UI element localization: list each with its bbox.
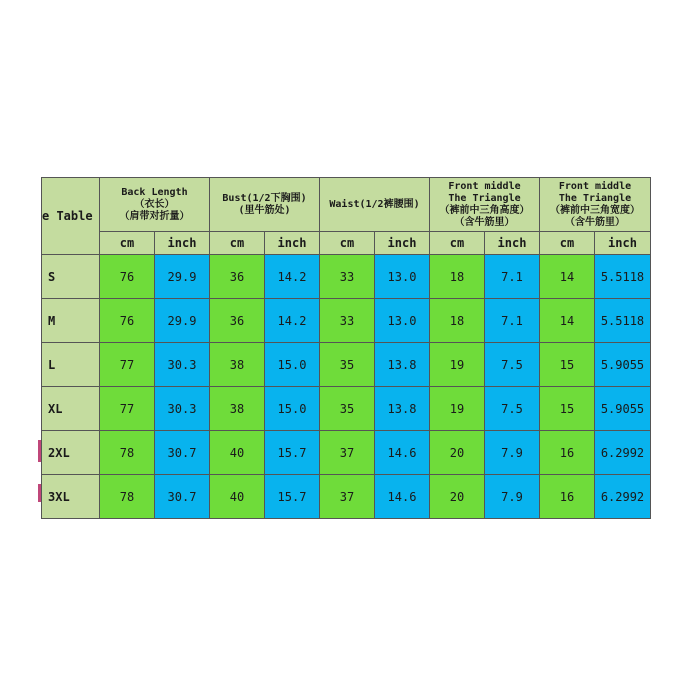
header-front-triangle-width [540, 178, 651, 232]
size-label: 2XL [42, 431, 100, 475]
size-rows [42, 255, 651, 519]
unit-inch: inch [375, 232, 430, 255]
inch-value-cell: 7.9 [485, 475, 540, 519]
cm-value-cell: 40 [210, 431, 265, 475]
header-back-length [100, 178, 210, 232]
unit-cm: cm [100, 232, 155, 255]
header-line: Front middle [448, 180, 521, 192]
inch-value-cell: 14.6 [375, 475, 430, 519]
header-row [42, 178, 651, 232]
cm-value-cell: 19 [430, 343, 485, 387]
table-row [42, 387, 651, 431]
cm-value-cell: 16 [540, 431, 595, 475]
inch-value-cell: 14.2 [265, 255, 320, 299]
unit-inch: inch [485, 232, 540, 255]
header-line: （裤前中三角高度） [439, 204, 530, 216]
cm-value-cell: 40 [210, 475, 265, 519]
inch-value-cell: 7.9 [485, 431, 540, 475]
size-label: M [42, 299, 100, 343]
inch-value-cell: 13.0 [375, 299, 430, 343]
unit-cm: cm [210, 232, 265, 255]
header-line: （裤前中三角宽度） [550, 204, 640, 216]
header-line: Waist(1/2裤腰围) [329, 198, 420, 210]
unit-cm: cm [320, 232, 375, 255]
inch-value-cell: 13.8 [375, 343, 430, 387]
cm-value-cell: 15 [540, 343, 595, 387]
cm-value-cell: 36 [210, 255, 265, 299]
cm-value-cell: 37 [320, 431, 375, 475]
cm-value-cell: 16 [540, 475, 595, 519]
inch-value-cell: 5.5118 [595, 255, 651, 299]
table-row [42, 431, 651, 475]
inch-value-cell: 13.0 [375, 255, 430, 299]
inch-value-cell: 30.7 [155, 475, 210, 519]
size-label: S [42, 255, 100, 299]
header-line: （含牛筋里） [454, 216, 515, 228]
cm-value-cell: 76 [100, 299, 155, 343]
cm-value-cell: 76 [100, 255, 155, 299]
unit-inch: inch [595, 232, 651, 255]
table-row [42, 255, 651, 299]
cm-value-cell: 38 [210, 343, 265, 387]
inch-value-cell: 14.6 [375, 431, 430, 475]
inch-value-cell: 5.5118 [595, 299, 651, 343]
inch-value-cell: 30.3 [155, 387, 210, 431]
cm-value-cell: 35 [320, 387, 375, 431]
inch-value-cell: 5.9055 [595, 343, 651, 387]
header-bust [210, 178, 320, 232]
inch-value-cell: 30.3 [155, 343, 210, 387]
cm-value-cell: 20 [430, 431, 485, 475]
header-line: Bust(1/2下胸围) [222, 192, 307, 204]
inch-value-cell: 13.8 [375, 387, 430, 431]
inch-value-cell: 7.1 [485, 255, 540, 299]
inch-value-cell: 7.5 [485, 387, 540, 431]
inch-value-cell: 29.9 [155, 299, 210, 343]
inch-value-cell: 15.0 [265, 343, 320, 387]
inch-value-cell: 7.5 [485, 343, 540, 387]
cm-value-cell: 33 [320, 299, 375, 343]
inch-value-cell: 14.2 [265, 299, 320, 343]
inch-value-cell: 15.7 [265, 431, 320, 475]
inch-value-cell: 15.0 [265, 387, 320, 431]
header-line: （衣长） [134, 198, 175, 210]
inch-value-cell: 6.2992 [595, 431, 651, 475]
inch-value-cell: 29.9 [155, 255, 210, 299]
inch-value-cell: 6.2992 [595, 475, 651, 519]
cm-value-cell: 77 [100, 343, 155, 387]
size-chart-table [41, 177, 651, 519]
cm-value-cell: 77 [100, 387, 155, 431]
inch-value-cell: 15.7 [265, 475, 320, 519]
header-line: （含牛筋里） [565, 216, 625, 228]
cm-value-cell: 19 [430, 387, 485, 431]
cm-value-cell: 78 [100, 475, 155, 519]
cm-value-cell: 36 [210, 299, 265, 343]
table-row [42, 343, 651, 387]
cm-value-cell: 14 [540, 299, 595, 343]
size-label: XL [42, 387, 100, 431]
unit-inch: inch [155, 232, 210, 255]
inch-value-cell: 7.1 [485, 299, 540, 343]
header-line: (里牛筋处) [238, 204, 291, 216]
unit-cm: cm [430, 232, 485, 255]
inch-value-cell: 5.9055 [595, 387, 651, 431]
unit-row [42, 232, 651, 255]
cm-value-cell: 38 [210, 387, 265, 431]
table-row [42, 475, 651, 519]
unit-cm: cm [540, 232, 595, 255]
unit-inch: inch [265, 232, 320, 255]
header-line: The Triangle [448, 192, 521, 204]
header-waist [320, 178, 430, 232]
size-label: L [42, 343, 100, 387]
header-line: The Triangle [558, 192, 632, 204]
inch-value-cell: 30.7 [155, 431, 210, 475]
cm-value-cell: 18 [430, 255, 485, 299]
header-line: （肩带对折量） [119, 210, 190, 222]
cm-value-cell: 35 [320, 343, 375, 387]
table-row [42, 299, 651, 343]
table-title: e Table [42, 178, 100, 255]
cm-value-cell: 14 [540, 255, 595, 299]
header-line: Front middle [558, 180, 632, 192]
cm-value-cell: 37 [320, 475, 375, 519]
cm-value-cell: 33 [320, 255, 375, 299]
cm-value-cell: 78 [100, 431, 155, 475]
cm-value-cell: 15 [540, 387, 595, 431]
header-front-triangle-height [430, 178, 540, 232]
size-label: 3XL [42, 475, 100, 519]
header-line: Back Length [121, 186, 188, 198]
cm-value-cell: 20 [430, 475, 485, 519]
cm-value-cell: 18 [430, 299, 485, 343]
